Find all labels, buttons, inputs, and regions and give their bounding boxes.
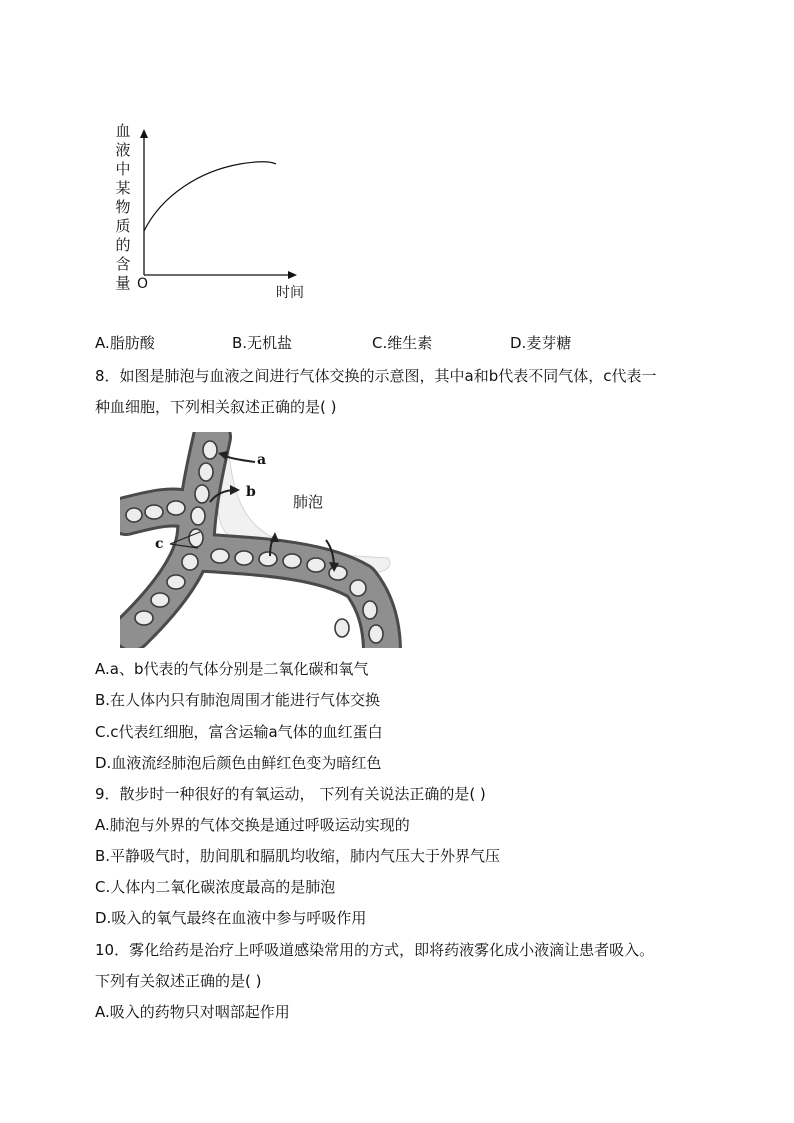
q9-option-a: A.肺泡与外界的气体交换是通过呼吸运动实现的 (95, 816, 410, 834)
q9-stem: 9．散步时一种很好的有氧运动， 下列有关说法正确的是( ) (95, 785, 486, 803)
q9-option-b: B.平静吸气时，肋间肌和膈肌均收缩，肺内气压大于外界气压 (95, 847, 501, 865)
x-axis-label: 时间 (276, 285, 304, 301)
y-axis-label-char: 量 (115, 274, 131, 292)
y-axis-label-char: 物 (115, 198, 131, 216)
label-c: c (155, 536, 164, 552)
label-b: b (246, 484, 256, 500)
origin-label: O (137, 276, 149, 292)
label-alveolus: 肺泡 (293, 493, 324, 511)
label-a: a (257, 452, 267, 468)
q8-option-a: A.a、b代表的气体分别是二氧化碳和氧气 (95, 660, 369, 678)
q7-option-d: D.麦芽糖 (510, 334, 572, 352)
q7-curve (144, 162, 276, 231)
q8-option-d: D.血液流经肺泡后颜色由鲜红色变为暗红色 (95, 754, 382, 772)
q10-stem-line1: 10．雾化给药是治疗上呼吸道感染常用的方式，即将药液雾化成小液滴让患者吸入。 (95, 941, 655, 959)
q10-option-a: A.吸入的药物只对咽部起作用 (95, 1003, 290, 1021)
q7-option-b: B.无机盐 (232, 334, 293, 352)
q7-option-c: C.维生素 (372, 334, 433, 352)
q7-option-a: A.脂肪酸 (95, 334, 155, 352)
q8-option-b: B.在人体内只有肺泡周围才能进行气体交换 (95, 691, 381, 709)
q8-stem-line1: 8．如图是肺泡与血液之间进行气体交换的示意图，其中a和b代表不同气体，c代表一 (95, 367, 657, 385)
q8-stem-line2: 种血细胞，下列相关叙述正确的是( ) (95, 398, 337, 416)
q9-option-d: D.吸入的氧气最终在血液中参与呼吸作用 (95, 909, 367, 927)
q8-option-c: C.c代表红细胞，富含运输a气体的血红蛋白 (95, 723, 383, 741)
y-axis-label-char: 质 (115, 217, 131, 235)
y-axis-label-char: 中 (115, 160, 131, 178)
y-axis-label-char: 液 (115, 141, 131, 159)
q9-option-c: C.人体内二氧化碳浓度最高的是肺泡 (95, 878, 336, 896)
q7-graph-axes (130, 125, 310, 285)
y-axis-label-char: 血 (115, 122, 131, 140)
y-axis-label-char: 含 (115, 255, 131, 273)
y-axis-label-char: 某 (115, 179, 131, 197)
q10-stem-line2: 下列有关叙述正确的是( ) (95, 972, 262, 990)
y-axis-label-char: 的 (115, 236, 131, 254)
